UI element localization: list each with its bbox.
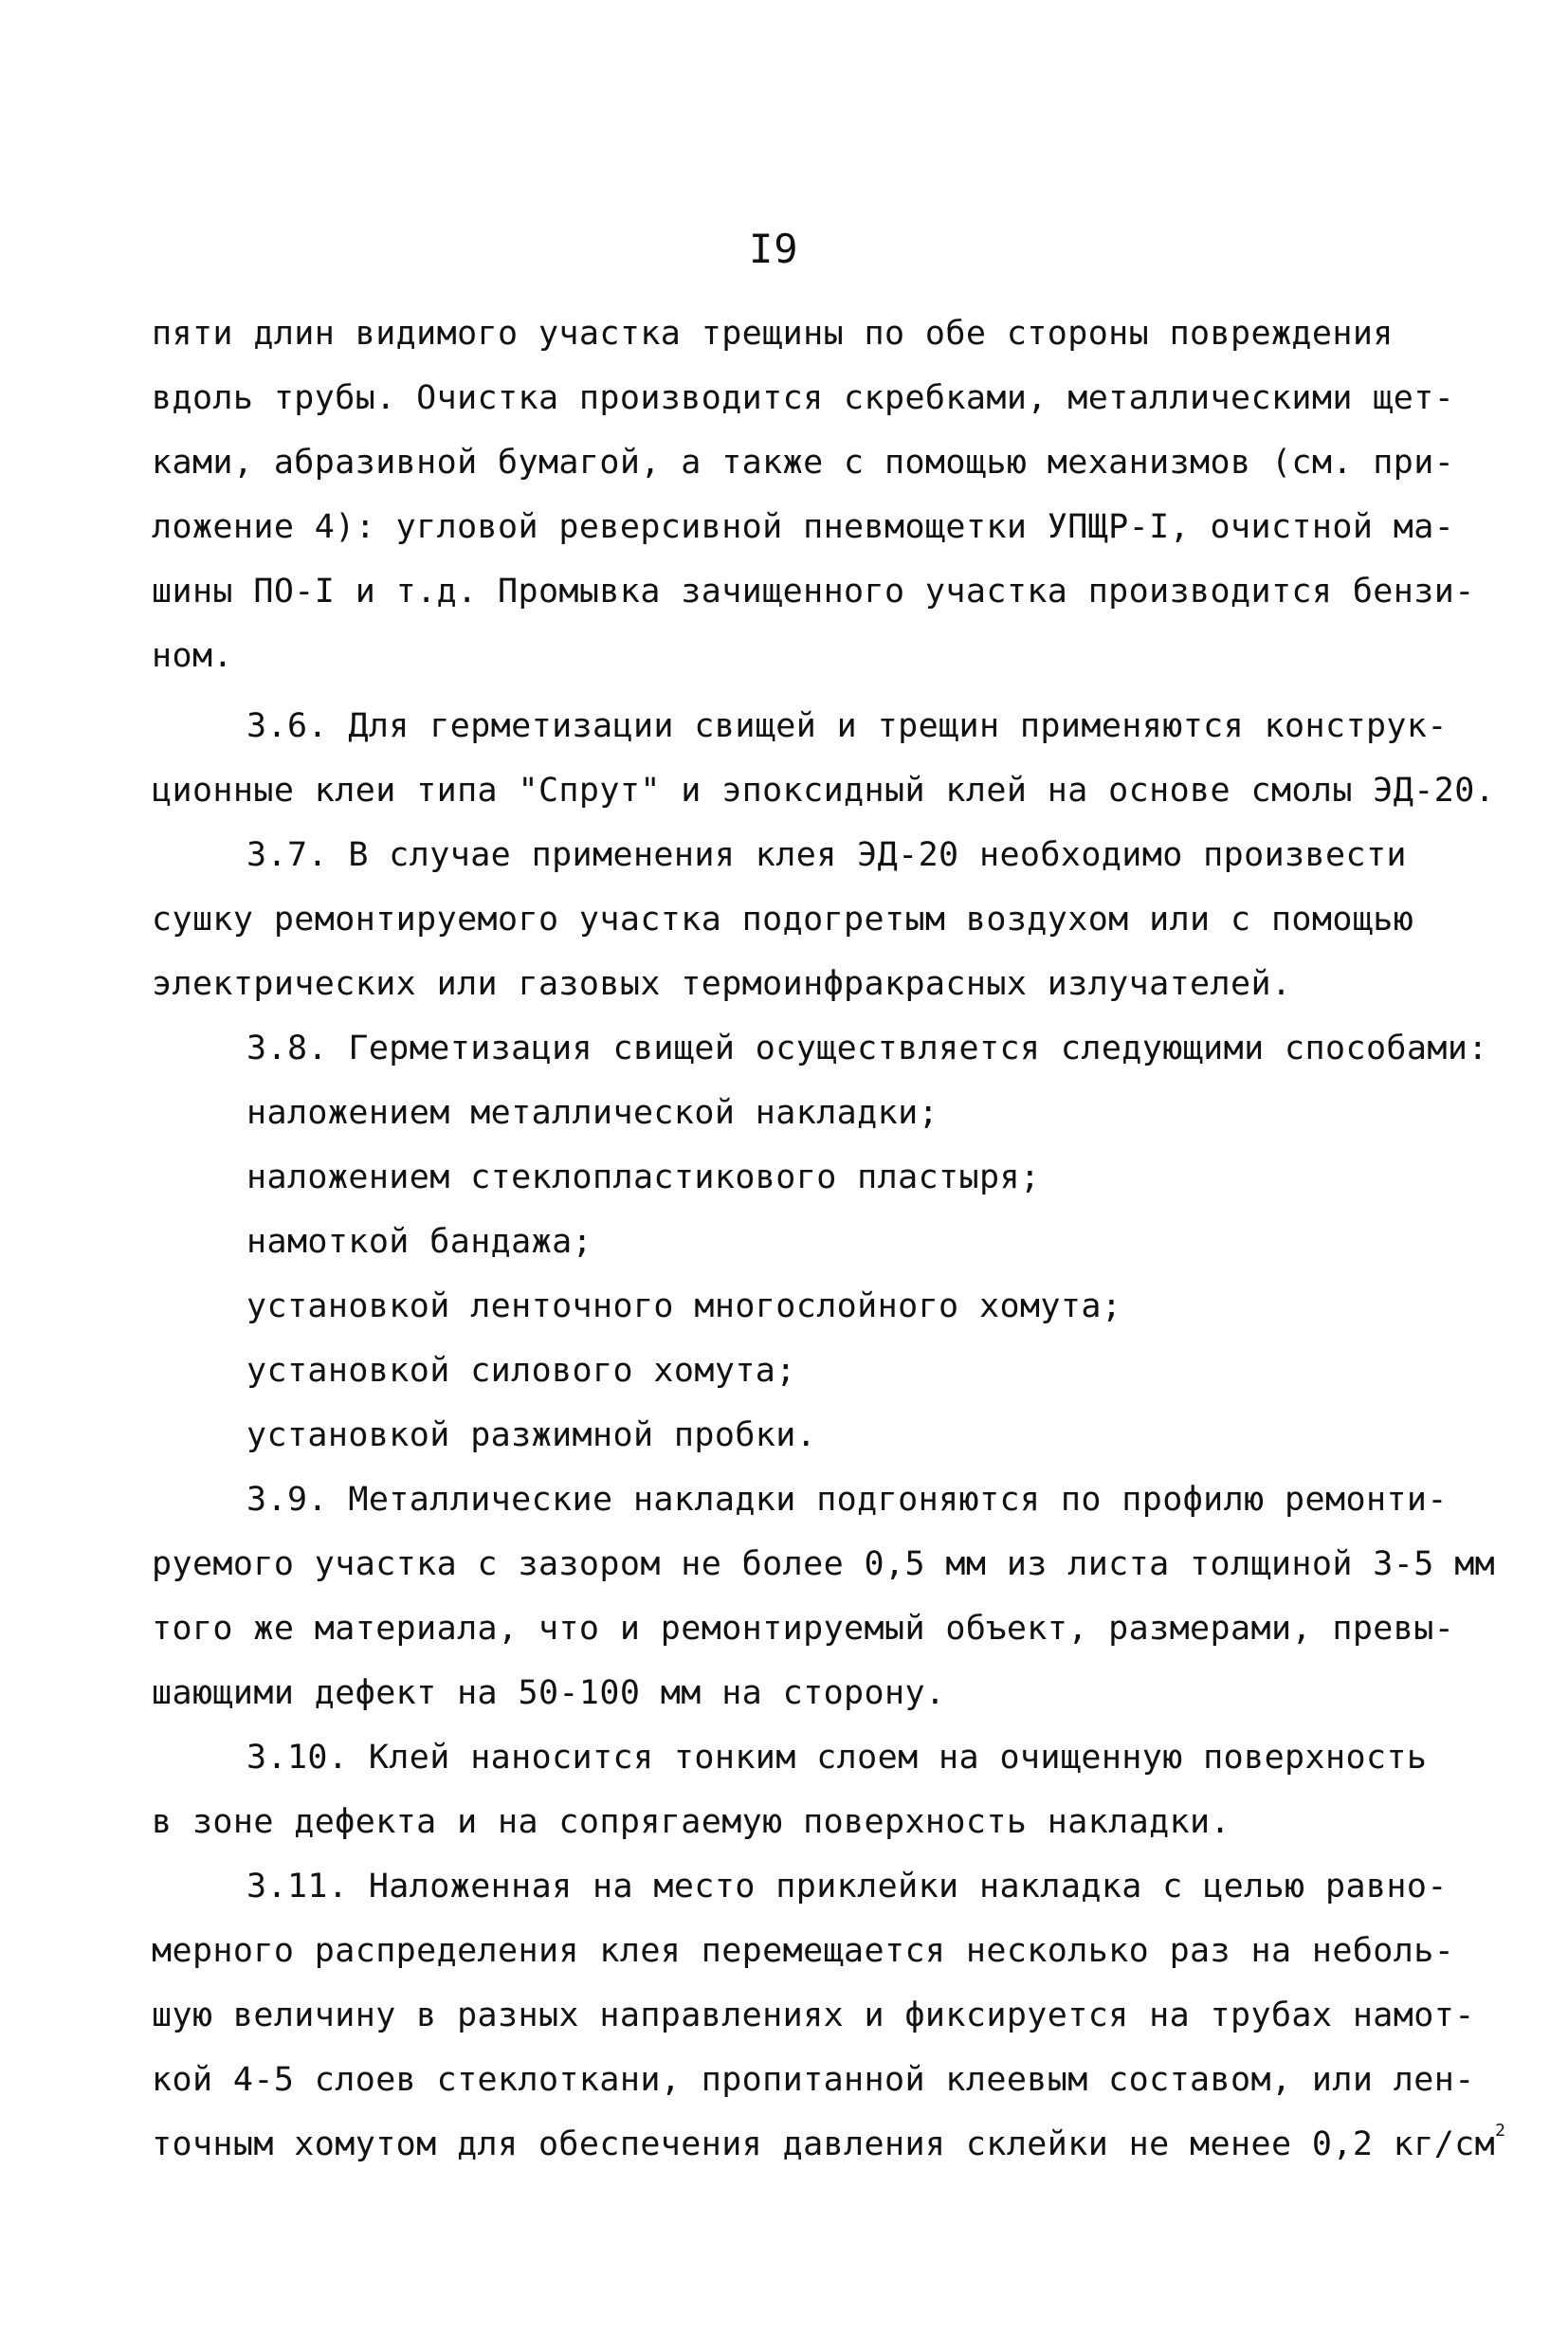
text-line: 3.6. Для герметизации свищей и трещин применяются конструк- — [246, 707, 1448, 745]
text-line: мерного распределения клея перемещается несколько раз на неболь- — [152, 1932, 1455, 1970]
text-line: шую величину в разных направлениях и фиксируется на трубах намот- — [152, 1996, 1475, 2034]
text-line: ложение 4): угловой реверсивной пневмощетки УПЩР-I, очистной ма- — [152, 508, 1455, 546]
text-line: ционные клеи типа "Спрут" и эпоксидный клей на основе смолы ЭД-20. — [152, 772, 1496, 810]
paragraph-3-7 — [152, 823, 1413, 1016]
text-line: шины ПО-I и т.д. Промывка зачищенного участка производится бензи- — [152, 573, 1475, 611]
text-line: 3.10. Клей наносится тонким слоем на очищенную поверхность — [246, 1739, 1428, 1777]
text-line: шающими дефект на 50-100 мм на сторону. — [152, 1674, 946, 1712]
text-line: вдоль трубы. Очистка производится скребками, металлическими щет- — [152, 379, 1455, 417]
document-body — [152, 301, 1506, 2177]
text-line: 3.7. В случае применения клея ЭД-20 необходимо произвести — [246, 836, 1407, 874]
text-line: 3.8. Герметизация свищей осуществляется следующими способами: — [246, 1030, 1488, 1067]
text-line: электрических или газовых термоинфракрасных излучателей. — [152, 965, 1292, 1003]
list-item: установкой разжимной пробки. — [246, 1416, 817, 1454]
list-item: установкой силового хомута; — [246, 1352, 796, 1390]
list-item: наложением металлической накладки; — [246, 1094, 939, 1132]
text-line: того же материала, что и ремонтируемый объект, размерами, превы- — [152, 1610, 1455, 1648]
paragraph-3-11 — [152, 1854, 1506, 2177]
paragraph-3-9 — [152, 1468, 1496, 1725]
list-item: установкой ленточного многослойного хомута; — [246, 1287, 1122, 1325]
text-line-with-superscript — [152, 2112, 1506, 2177]
text-line: сушку ремонтируемого участка подогретым воздухом или с помощью — [152, 901, 1414, 939]
list-item: наложением стеклопластикового пластыря; — [246, 1158, 1041, 1196]
paragraph-3-6 — [152, 694, 1496, 823]
text-line: руемого участка с зазором не более 0,5 мм из листа толщиной 3-5 мм — [152, 1545, 1496, 1583]
paragraph-3-8 — [152, 1016, 1488, 1468]
text-line: пяти длин видимого участка трещины по обе стороны повреждения — [152, 315, 1394, 353]
text-line: в зоне дефекта и на сопрягаемую поверхность накладки. — [152, 1803, 1231, 1841]
text-line: ном. — [152, 637, 233, 675]
page-number: I9 — [749, 226, 799, 272]
text-line: точным хомутом для обеспечения давления склейки не менее 0,2 кг/см — [152, 2125, 1496, 2163]
text-line: 3.9. Металлические накладки подгоняются по профилю ремонти- — [246, 1481, 1448, 1519]
superscript: 2 — [1495, 2121, 1506, 2141]
text-line: ками, абразивной бумагой, а также с помощью механизмов (см. при- — [152, 444, 1455, 482]
paragraph-3-10 — [152, 1725, 1428, 1854]
paragraph-intro — [152, 301, 1475, 688]
list-item: намоткой бандажа; — [246, 1223, 593, 1261]
text-line: кой 4-5 слоев стеклоткани, пропитанной клеевым составом, или лен- — [152, 2061, 1475, 2099]
text-line: 3.11. Наложенная на место приклейки накладка с целью равно- — [246, 1868, 1448, 1905]
